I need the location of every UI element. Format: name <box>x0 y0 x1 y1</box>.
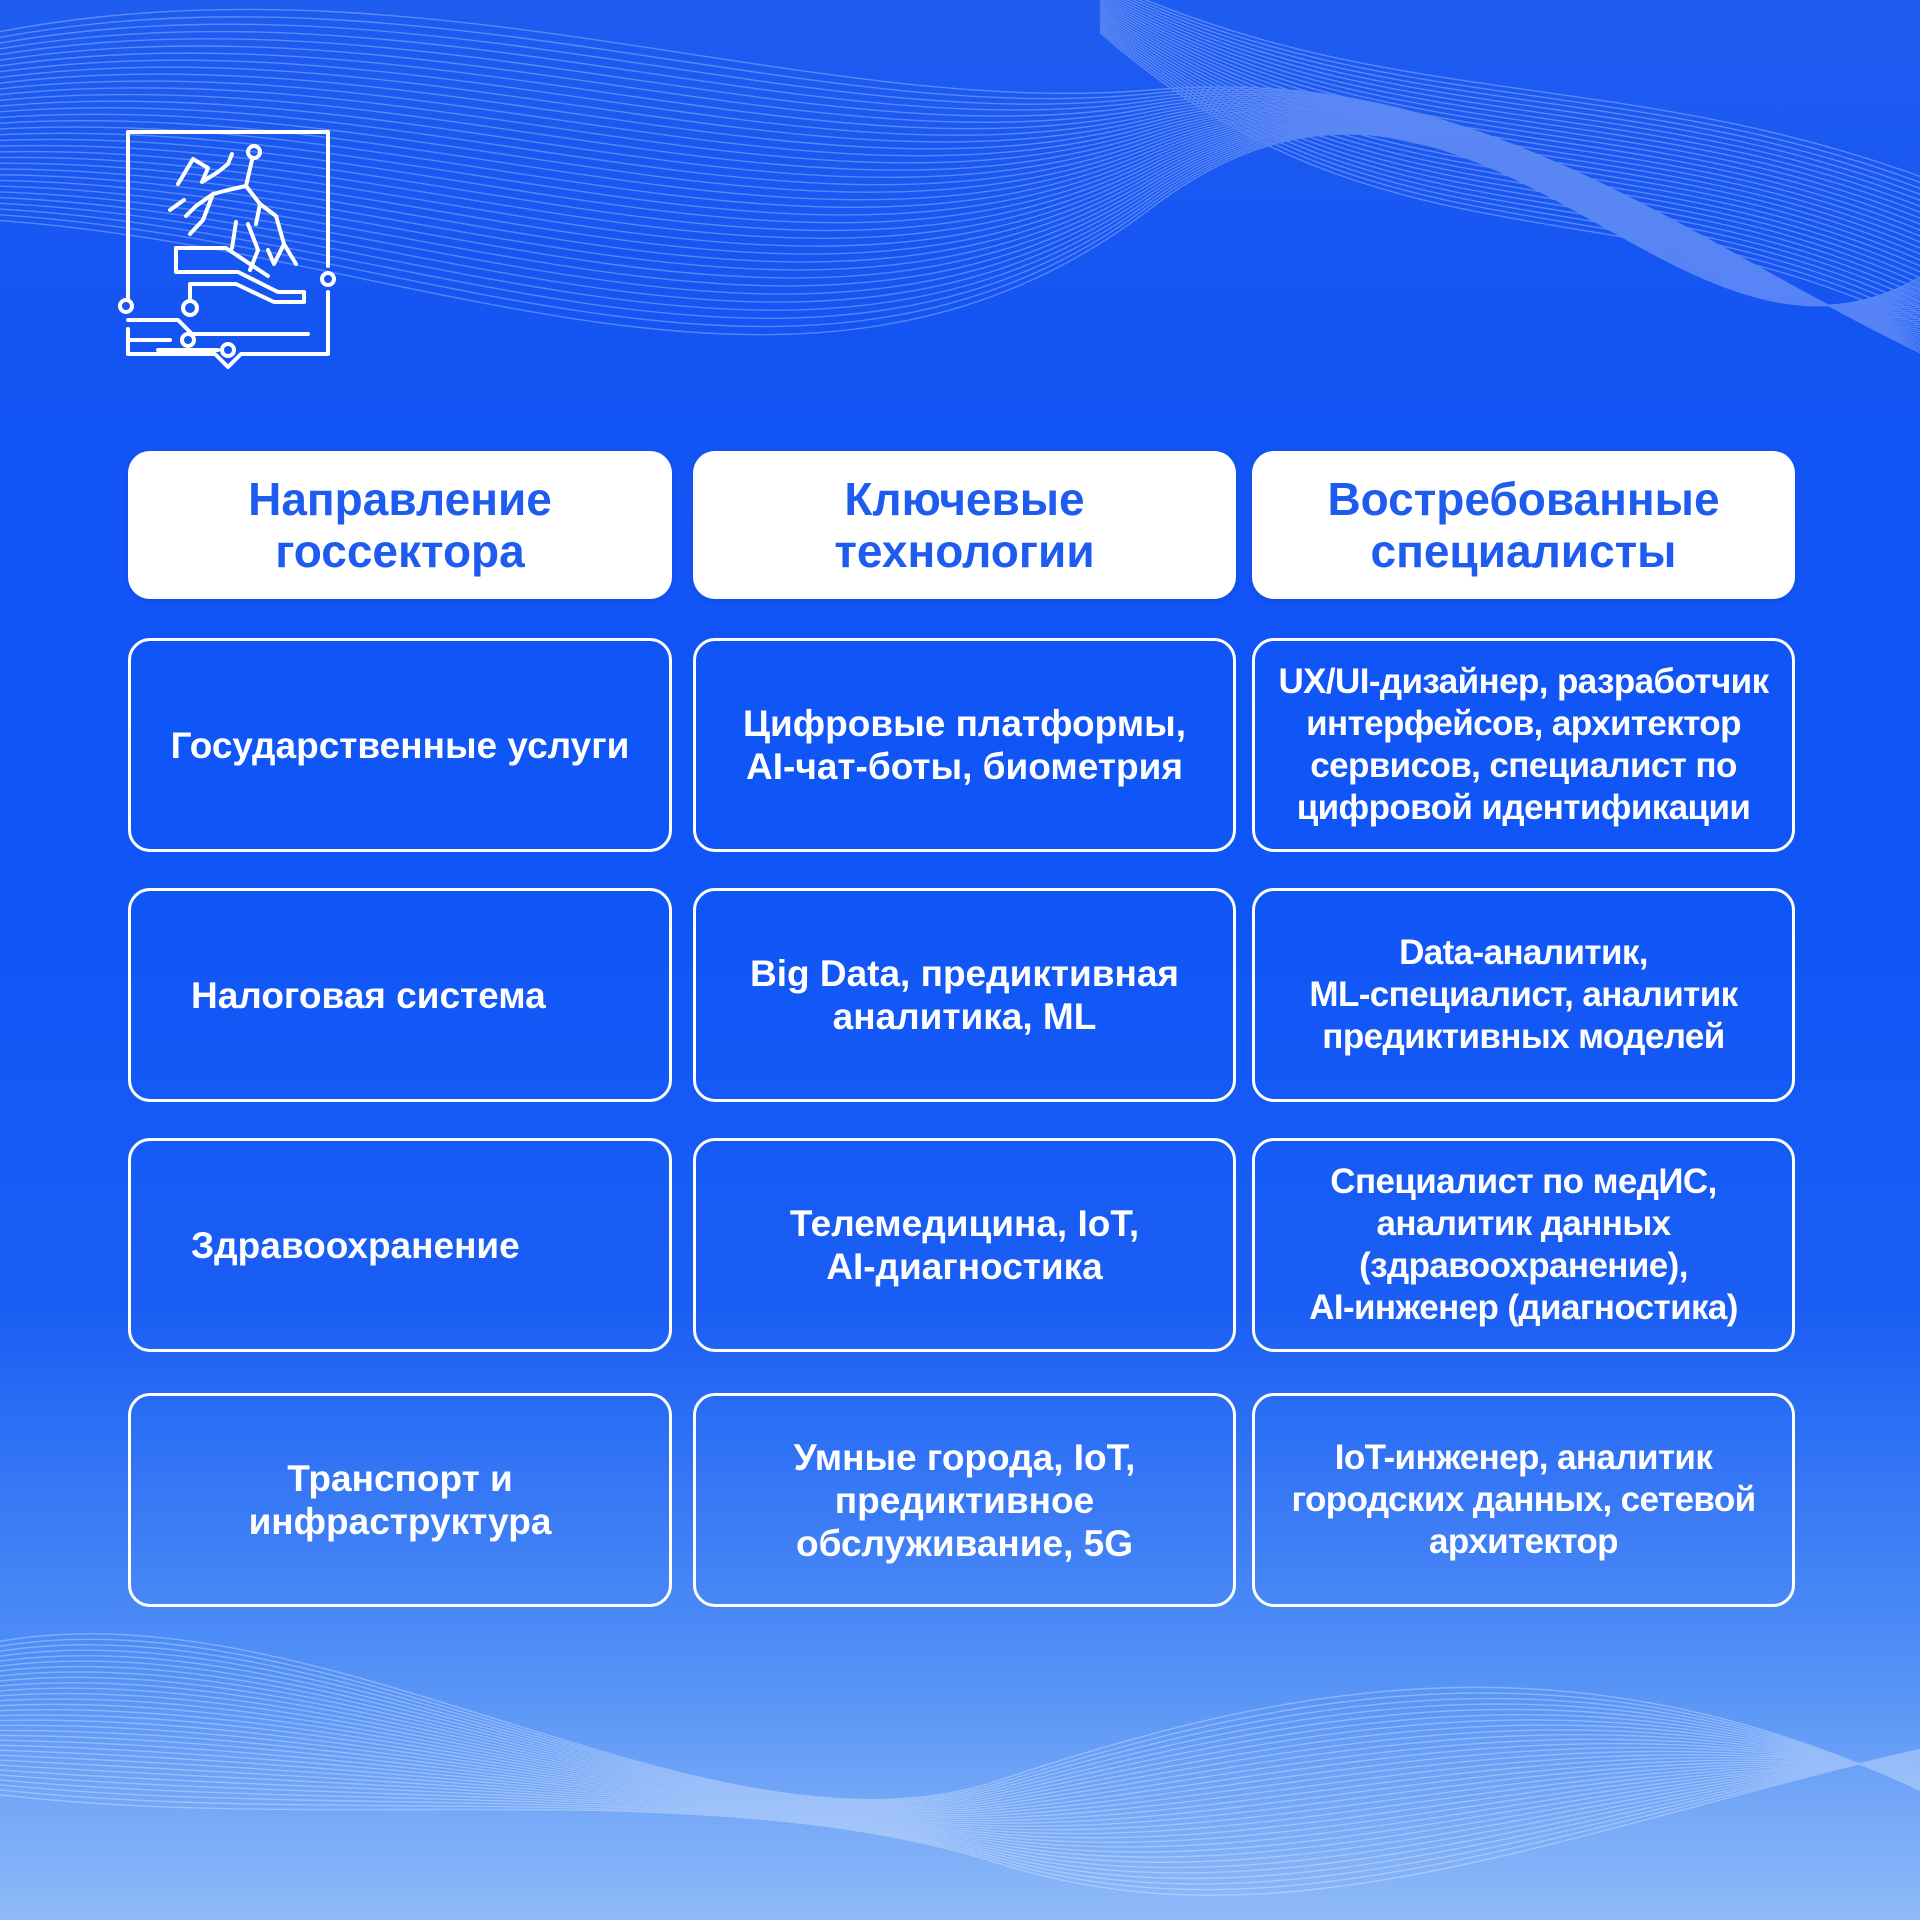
column-header-specialists: Востребованные специалисты <box>1252 451 1795 599</box>
table-cell-direction: Здравоохранение <box>128 1138 672 1352</box>
column-header-direction: Направление госсектора <box>128 451 672 599</box>
logo <box>118 124 338 380</box>
table-cell-direction: Государственные услуги <box>128 638 672 852</box>
table-cell-specialists: IoT-инженер, аналитик городских данных, сетевой архитектор <box>1252 1393 1795 1607</box>
table-cell-direction: Налоговая система <box>128 888 672 1102</box>
table-cell-technologies: Умные города, IoT, предиктивное обслуживание, 5G <box>693 1393 1236 1607</box>
coat-of-arms-icon <box>118 124 338 380</box>
table-cell-specialists: Data-аналитик, ML-специалист, аналитик предиктивных моделей <box>1252 888 1795 1102</box>
column-header-technologies: Ключевые технологии <box>693 451 1236 599</box>
table-cell-specialists: Специалист по медИС, аналитик данных (здравоохранение), AI-инженер (диагностика) <box>1252 1138 1795 1352</box>
table-cell-direction: Транспорт и инфраструктура <box>128 1393 672 1607</box>
sector-table <box>128 451 1795 1611</box>
table-cell-technologies: Телемедицина, IoT, AI-диагностика <box>693 1138 1236 1352</box>
table-cell-technologies: Big Data, предиктивная аналитика, ML <box>693 888 1236 1102</box>
table-cell-technologies: Цифровые платформы, AI-чат-боты, биометрия <box>693 638 1236 852</box>
table-cell-specialists: UX/UI-дизайнер, разработчик интерфейсов, архитектор сервисов, специалист по цифровой идентификации <box>1252 638 1795 852</box>
